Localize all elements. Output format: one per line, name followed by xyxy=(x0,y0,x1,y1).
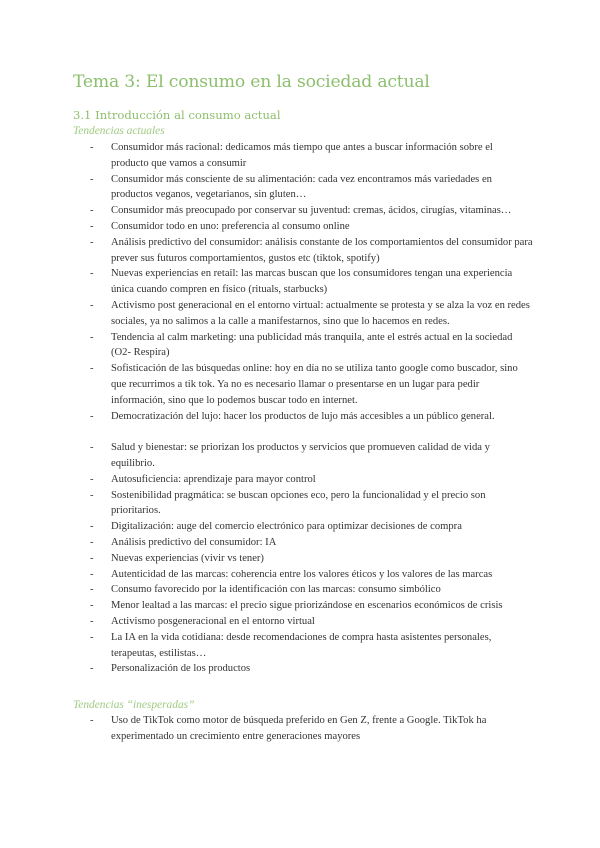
bullet-dash: - xyxy=(90,331,94,343)
list-item-text: Uso de TikTok como motor de búsqueda preferido en Gen Z, frente a Google. TikTok ha experimentado un crecimiento entre generaciones mayores xyxy=(111,715,487,742)
label-tendencias-inesperadas: Tendencias “inesperadas” xyxy=(73,699,195,711)
list-item-text: Sofisticación de las búsquedas online: hoy en día no se utiliza tanto google como buscador, sino que recurrimos a tik tok. Ya no es necesario llamar o presentarse en un lugar para pedir información, sino que lo podemos buscar todo en internet. xyxy=(111,363,518,406)
bullet-dash: - xyxy=(90,552,94,564)
list-item-text: Democratización del lujo: hacer los productos de lujo más accesibles a un público general. xyxy=(111,410,495,422)
list-item xyxy=(73,630,533,662)
list-item-text: Salud y bienestar: se priorizan los productos y servicios que promueven calidad de vida y equilibrio. xyxy=(111,442,490,469)
list-item xyxy=(73,440,533,472)
bullet-dash: - xyxy=(90,584,94,596)
list-item-text: Consumo favorecido por la identificación con las marcas: consumo simbólico xyxy=(111,584,441,596)
list-item xyxy=(73,661,533,677)
list-item xyxy=(73,582,533,598)
bullet-dash: - xyxy=(90,363,94,375)
bullet-dash: - xyxy=(90,473,94,485)
list-item xyxy=(73,535,533,551)
list-item-text: Análisis predictivo del consumidor: IA xyxy=(111,536,277,548)
list-item-text: Nuevas experiencias (vivir vs tener) xyxy=(111,552,264,564)
bullet-dash: - xyxy=(90,410,94,422)
bullet-dash: - xyxy=(90,568,94,580)
list-item-text: Tendencia al calm marketing: una publicidad más tranquila, ante el estrés actual en la sociedad (O2- Respira) xyxy=(111,331,513,359)
bullet-dash: - xyxy=(90,600,94,612)
bullet-dash: - xyxy=(90,173,94,185)
list-item xyxy=(73,519,533,535)
list-item xyxy=(73,614,533,630)
list-item xyxy=(73,551,533,567)
list-item xyxy=(73,298,533,330)
bullet-dash: - xyxy=(90,715,94,726)
list-item-text: Análisis predictivo del consumidor: análisis constante de los comportamientos del consumidor para prever sus futuros comportamientos, gustos etc (tiktok, spotify) xyxy=(111,236,533,264)
bullet-dash: - xyxy=(90,442,94,454)
list-tendencias-actuales xyxy=(73,140,533,677)
label-tendencias-actuales: Tendencias actuales xyxy=(73,125,165,137)
list-item xyxy=(73,330,533,362)
bullet-dash: - xyxy=(90,236,94,248)
list-item xyxy=(73,266,533,298)
list-item-text: Consumidor más preocupado por conservar su juventud: cremas, ácidos, cirugías, vitaminas… xyxy=(111,205,512,217)
list-item-text: La IA en la vida cotidiana: desde recomendaciones de compra hasta asistentes personales, terapeutas, estilistas… xyxy=(111,631,492,659)
list-item-text: Activismo posgeneracional en el entorno virtual xyxy=(111,615,315,627)
list-item-text: Autosuficiencia: aprendizaje para mayor control xyxy=(111,473,316,485)
list-item xyxy=(73,140,533,172)
list-item xyxy=(73,488,533,520)
list-item xyxy=(73,472,533,488)
bullet-dash: - xyxy=(90,268,94,280)
list-item xyxy=(73,172,533,204)
bullet-dash: - xyxy=(90,521,94,533)
list-item-text: Autenticidad de las marcas: coherencia entre los valores éticos y los valores de las marcas xyxy=(111,568,493,580)
list-item-text: Consumidor todo en uno: preferencia al consumo online xyxy=(111,220,350,232)
bullet-dash: - xyxy=(90,299,94,311)
bullet-dash: - xyxy=(90,220,94,232)
list-item xyxy=(73,713,533,745)
list-item-text: Menor lealtad a las marcas: el precio sigue priorizándose en escenarios económicos de crisis xyxy=(111,600,503,612)
list-item xyxy=(73,598,533,614)
bullet-dash: - xyxy=(90,489,94,501)
list-item xyxy=(73,235,533,267)
list-item-text: Consumidor más racional: dedicamos más tiempo que antes a buscar información sobre el producto que vamos a consumir xyxy=(111,142,493,169)
bullet-dash: - xyxy=(90,142,94,153)
list-item xyxy=(73,361,533,408)
list-item-text: Activismo post generacional en el entorno virtual: actualmente se protesta y se alza la voz en redes sociales, ya no salimos a la calle a manifestarnos, sino que lo hacemos en redes. xyxy=(111,299,530,327)
bullet-dash: - xyxy=(90,536,94,548)
list-item xyxy=(73,219,533,235)
page-title: Tema 3: El consumo en la sociedad actual xyxy=(73,72,430,92)
bullet-dash: - xyxy=(90,663,94,675)
bullet-dash: - xyxy=(90,631,94,643)
bullet-dash: - xyxy=(90,615,94,627)
list-item xyxy=(73,203,533,219)
list-item-text: Sostenibilidad pragmática: se buscan opciones eco, pero la funcionalidad y el precio son prioritarios. xyxy=(111,489,486,517)
list-item-text: Consumidor más consciente de su alimentación: cada vez encontramos más variedades en productos veganos, vegetarianos, sin gluten… xyxy=(111,173,492,201)
list-item xyxy=(73,567,533,583)
list-item-text: Nuevas experiencias en retail: las marcas buscan que los consumidores tengan una experiencia única cuando compren en físico (rituals, starbucks) xyxy=(111,268,513,296)
bullet-dash: - xyxy=(90,205,94,217)
list-tendencias-inesperadas xyxy=(73,713,533,745)
list-item-text: Personalización de los productos xyxy=(111,663,251,675)
list-item xyxy=(73,409,533,425)
section-heading: 3.1 Introducción al consumo actual xyxy=(73,108,281,122)
list-item-text: Digitalización: auge del comercio electrónico para optimizar decisiones de compra xyxy=(111,521,462,533)
